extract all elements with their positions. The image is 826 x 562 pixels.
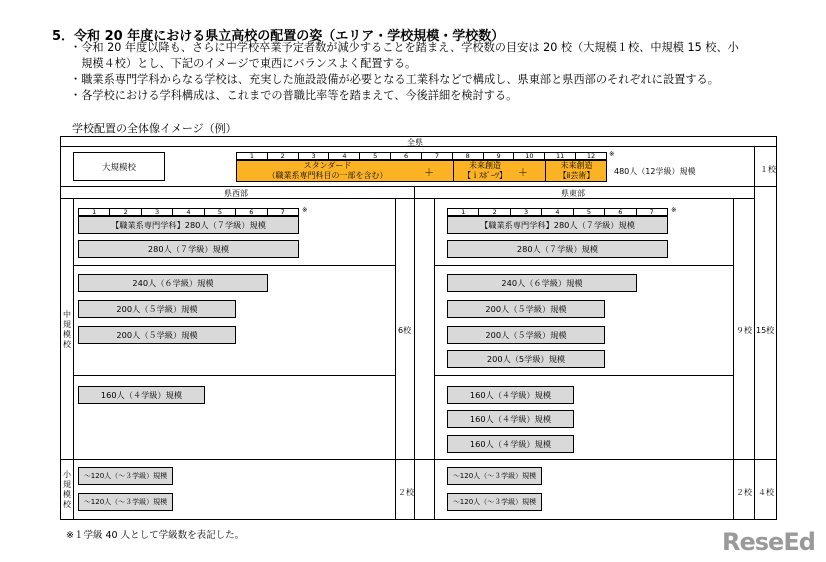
- row-divider: [434, 375, 733, 376]
- ruler-tick: 1: [237, 153, 268, 159]
- plus-sign: ＋: [518, 168, 528, 179]
- future-arts-line-2: 【ⅱ芸術】: [558, 171, 595, 180]
- ruler-note: ※: [609, 150, 615, 158]
- page-heading: 5．令和 20 年度における県立高校の配置の姿（エリア・学校規模・学校数）: [52, 29, 505, 44]
- row-divider: [73, 375, 395, 376]
- ruler-tick: 4: [173, 209, 204, 215]
- ruler-tick: 6: [236, 209, 267, 215]
- bullet-3: ・各学校における学科構成は、これまでの普職比率等を踏まえて、今後詳細を検討する。: [70, 89, 518, 102]
- east-bar-200: 200人（５学級）規模: [447, 326, 605, 344]
- ruler-tick: 1: [448, 209, 479, 215]
- ruler-tick: 8: [453, 153, 484, 159]
- ruler-tick: 5: [205, 209, 236, 215]
- future-sports-label: [454, 161, 516, 181]
- west-bar-200: 200人（５学級）規模: [78, 300, 236, 318]
- ruler-tick: 12: [586, 152, 596, 160]
- column-divider: [395, 198, 396, 520]
- large-scale-text: 480人（12学級）規模: [614, 167, 696, 176]
- east-bar-160: 160人（４学級）規模: [447, 435, 574, 453]
- west-bar-120: ～120人（～３学級）規模: [78, 467, 173, 485]
- standard-line-2: （職業系専門科目の一部を含む）: [267, 171, 388, 180]
- east-header: 県東部: [561, 189, 585, 198]
- ruler-tick: 5: [360, 153, 391, 159]
- west-bar-200: 200人（５学級）規模: [78, 326, 236, 344]
- label-char: 小: [63, 470, 71, 479]
- row-divider: [60, 459, 777, 460]
- row-divider: [434, 265, 733, 266]
- east-bar-120: ～120人（～３学級）規模: [447, 467, 542, 485]
- east-medium-count: ９校: [736, 326, 752, 335]
- column-divider: [733, 198, 734, 520]
- west-bar-120: ～120人（～３学級）規模: [78, 493, 173, 511]
- ruler-tick: 3: [299, 153, 330, 159]
- ruler-tick: 9: [484, 153, 515, 159]
- column-divider: [754, 146, 755, 520]
- ruler-tick: 10: [514, 153, 545, 159]
- west-ruler: [78, 208, 299, 216]
- label-char: 校: [63, 500, 71, 509]
- ruler-note: ※: [302, 206, 308, 214]
- label-char: 規: [63, 320, 71, 329]
- east-bar-280: 280人（７学級）規模: [447, 240, 668, 258]
- ruler-tick: 6: [605, 209, 636, 215]
- row-divider: [60, 198, 755, 199]
- west-bar-vocational-280: 【職業系専門学科】280人（７学級）規模: [78, 216, 299, 234]
- ruler-tick: 2: [268, 153, 299, 159]
- west-bar-280: 280人（７学級）規模: [78, 240, 299, 258]
- future-sports-line-2: 【ｉｽﾎﾟｰﾂ】: [463, 171, 507, 180]
- footnote: ※１学級 40 人として学級数を表記した。: [66, 530, 245, 541]
- ruler-tick: 7: [422, 153, 453, 159]
- diagram-subtitle: 学校配置の全体像イメージ（例）: [72, 122, 237, 135]
- bullet-1: ・令和 20 年度以降も、さらに中学校卒業予定者数が減少することを踏まえ、学校数の目安は 20 校（大規模１校、中規模 15 校、小: [70, 41, 739, 54]
- ruler-tick: 3: [142, 209, 173, 215]
- label-char: 模: [63, 490, 71, 499]
- label-char: 模: [63, 330, 71, 339]
- medium-school-label: [62, 310, 72, 350]
- column-divider: [414, 186, 415, 520]
- column-divider: [73, 198, 74, 520]
- east-bar-vocational-280: 【職業系専門学科】280人（７学級）規模: [447, 216, 668, 234]
- label-char: 規: [63, 480, 71, 489]
- standard-label: [236, 161, 419, 181]
- small-school-label: [62, 470, 72, 510]
- future-sports-line-1: 未来創造: [469, 161, 501, 170]
- ruler-tick: 7: [280, 208, 285, 216]
- ruler-tick: 2: [110, 209, 141, 215]
- future-arts-label: [546, 161, 607, 181]
- ruler-tick: 7: [649, 208, 654, 216]
- east-bar-120: ～120人（～３学級）規模: [447, 493, 542, 511]
- whole-pref-header: 全県: [407, 138, 423, 147]
- ruler-note: ※: [671, 206, 677, 214]
- west-header: 県西部: [224, 189, 248, 198]
- ruler-tick: 4: [329, 153, 360, 159]
- west-small-count: ２校: [398, 488, 414, 497]
- west-medium-count: 6校: [398, 326, 412, 335]
- ruler-tick: 6: [391, 153, 422, 159]
- medium-total-count: 15校: [756, 326, 775, 335]
- west-bar-160: 160人（４学級）規模: [78, 386, 205, 404]
- plus-sign: ＋: [424, 168, 434, 179]
- row-divider: [60, 186, 777, 187]
- large-count: １校: [760, 165, 776, 174]
- label-char: 中: [63, 310, 71, 319]
- label-char: 校: [63, 340, 71, 349]
- row-divider: [73, 265, 395, 266]
- large-school-label: 大規模校: [73, 152, 165, 181]
- east-bar-200: 200人（5学級）規模: [447, 350, 605, 368]
- ruler-tick: 3: [511, 209, 542, 215]
- west-bar-240: 240人（６学級）規模: [78, 274, 268, 292]
- ruler-tick: 11: [545, 153, 576, 159]
- small-total-count: ４校: [758, 488, 774, 497]
- ruler-tick: 2: [479, 209, 510, 215]
- ruler-tick: 5: [574, 209, 605, 215]
- east-bar-160: 160人（４学級）規模: [447, 410, 574, 428]
- future-arts-line-1: 未来創造: [560, 161, 593, 170]
- bullet-2: ・職業系専門学科からなる学校は、充実した施設設備が必要となる工業科などで構成し、県東部と県西部のそれぞれに設置する。: [70, 73, 719, 86]
- bullet-1-cont: 規模４校）とし、下記のイメージで東西にバランスよく配置する。: [70, 57, 417, 70]
- column-divider: [434, 198, 435, 520]
- large-ruler: [236, 152, 607, 160]
- watermark-logo: ReseEd: [722, 528, 815, 556]
- ruler-tick: 4: [542, 209, 573, 215]
- east-bar-200: 200人（５学級）規模: [447, 300, 605, 318]
- east-ruler: [447, 208, 668, 216]
- ruler-tick: 1: [79, 209, 110, 215]
- east-small-count: ２校: [736, 488, 752, 497]
- east-bar-160: 160人（４学級）規模: [447, 386, 574, 404]
- standard-line-1: スタンダード: [303, 161, 352, 170]
- east-bar-240: 240人（６学級）規模: [447, 274, 637, 292]
